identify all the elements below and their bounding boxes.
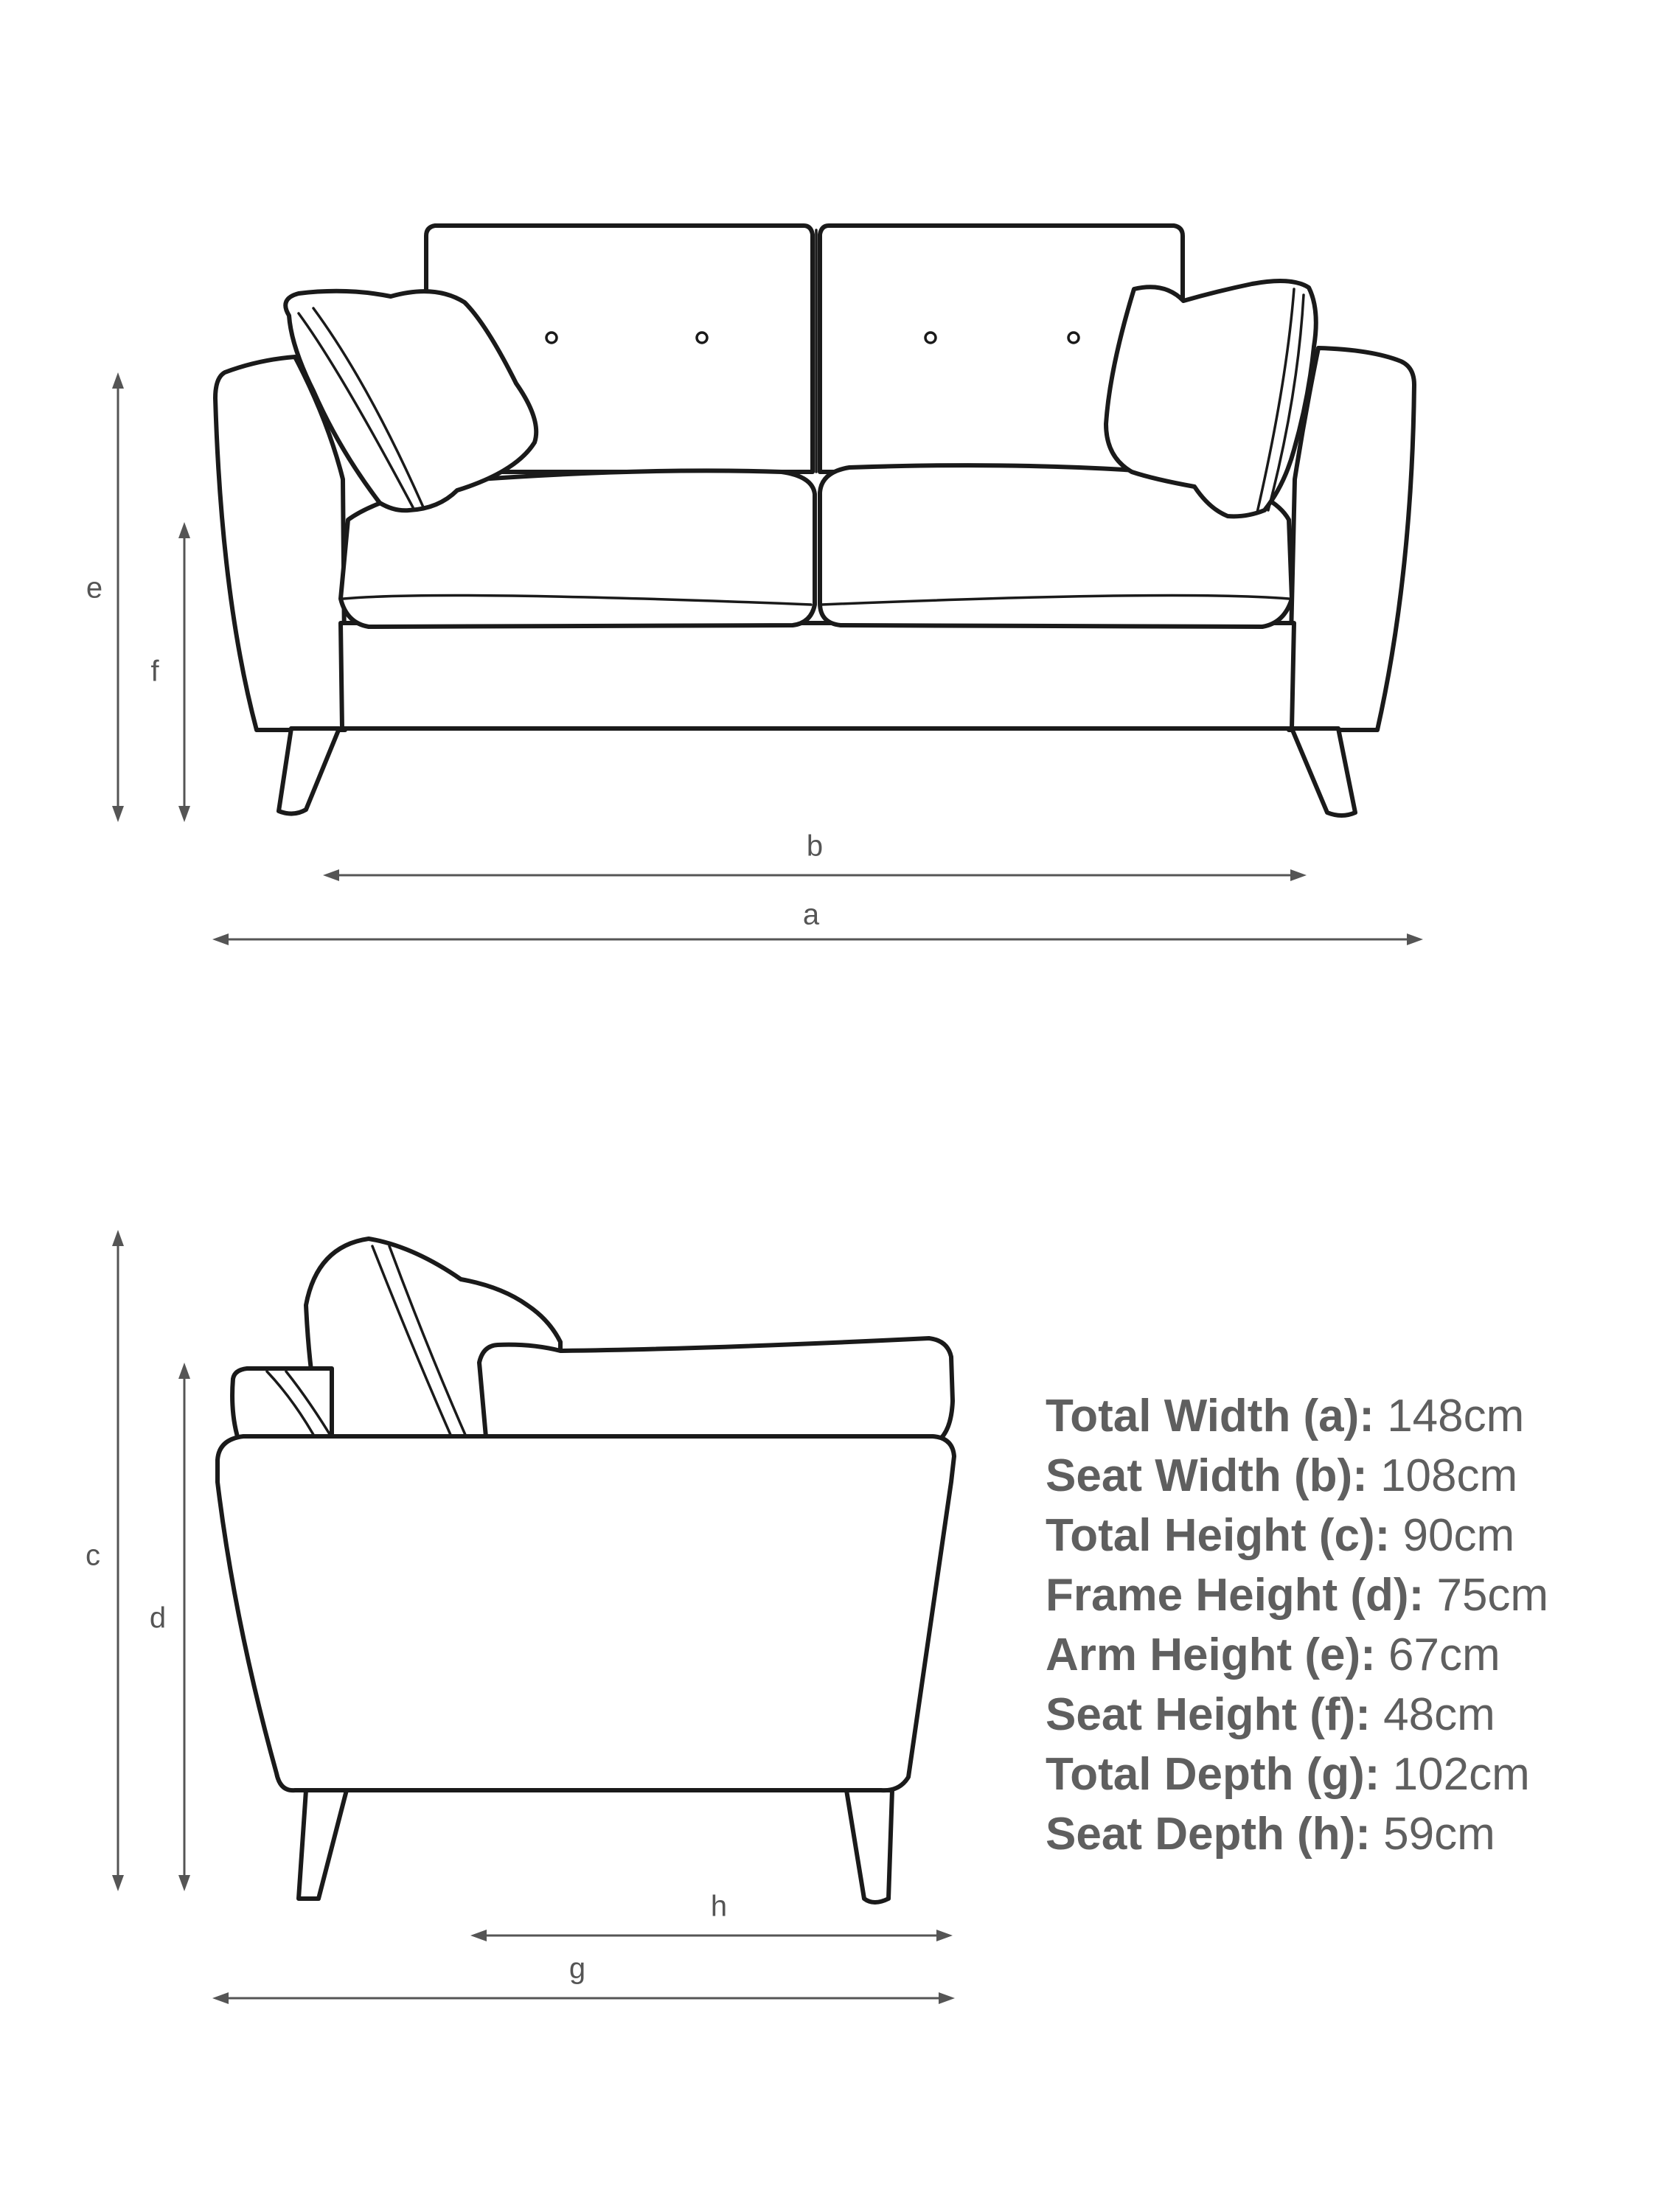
spec-label: Seat Height (f): <box>1046 1689 1371 1740</box>
spec-item-total-width <box>1046 1386 1548 1446</box>
sofa-side-view <box>218 1239 954 1902</box>
spec-item-seat-depth <box>1046 1804 1548 1864</box>
spec-item-arm-height <box>1046 1625 1548 1685</box>
dimension-g <box>212 1952 955 2004</box>
dimension-a <box>212 899 1423 945</box>
dimension-label-a: a <box>802 898 820 931</box>
leg-front-right <box>1292 728 1355 815</box>
dimension-label-f: f <box>150 655 159 688</box>
spec-item-total-height <box>1046 1506 1548 1565</box>
spec-label: Seat Depth (h): <box>1046 1809 1371 1860</box>
dimension-spec-list <box>1046 1386 1548 1864</box>
dimension-label-c: c <box>86 1539 100 1572</box>
dimension-c <box>86 1230 124 1891</box>
side-leg-front <box>299 1790 347 1899</box>
sofa-front-view <box>215 226 1414 815</box>
dimension-e <box>86 372 124 822</box>
tuft-button <box>1068 333 1079 343</box>
spec-value: 75cm <box>1436 1570 1549 1621</box>
spec-label: Total Height (c): <box>1046 1510 1391 1561</box>
spec-item-seat-width <box>1046 1446 1548 1506</box>
spec-label: Arm Height (e): <box>1046 1630 1376 1680</box>
dimension-label-h: h <box>710 1890 728 1923</box>
front-base <box>341 623 1294 728</box>
side-main-panel <box>218 1436 954 1790</box>
spec-label: Seat Width (b): <box>1046 1450 1368 1501</box>
arm-right <box>1289 348 1414 730</box>
spec-label: Total Width (a): <box>1046 1391 1374 1441</box>
side-seat-cushion <box>479 1338 953 1445</box>
dimension-label-d: d <box>149 1601 167 1635</box>
spec-label: Frame Height (d): <box>1046 1570 1425 1621</box>
side-leg-back <box>846 1790 892 1902</box>
tuft-button <box>546 333 557 343</box>
spec-value: 108cm <box>1380 1450 1518 1501</box>
dimension-f <box>150 522 190 822</box>
tuft-button <box>925 333 936 343</box>
spec-item-seat-height <box>1046 1685 1548 1745</box>
leg-front-left <box>279 728 339 814</box>
spec-value: 67cm <box>1388 1630 1500 1680</box>
spec-item-total-depth <box>1046 1745 1548 1804</box>
dimension-d <box>150 1363 190 1891</box>
spec-item-frame-height <box>1046 1565 1548 1625</box>
dimension-label-g: g <box>568 1952 586 1985</box>
spec-value: 59cm <box>1383 1809 1495 1860</box>
side-arm-top <box>232 1368 332 1444</box>
spec-label: Total Depth (g): <box>1046 1749 1380 1800</box>
dimension-label-e: e <box>86 571 103 605</box>
dimension-label-b: b <box>806 830 824 863</box>
spec-value: 148cm <box>1387 1391 1525 1441</box>
spec-value: 48cm <box>1383 1689 1495 1740</box>
tuft-button <box>697 333 707 343</box>
spec-value: 102cm <box>1392 1749 1530 1800</box>
spec-value: 90cm <box>1402 1510 1515 1561</box>
dimension-b <box>323 830 1307 881</box>
